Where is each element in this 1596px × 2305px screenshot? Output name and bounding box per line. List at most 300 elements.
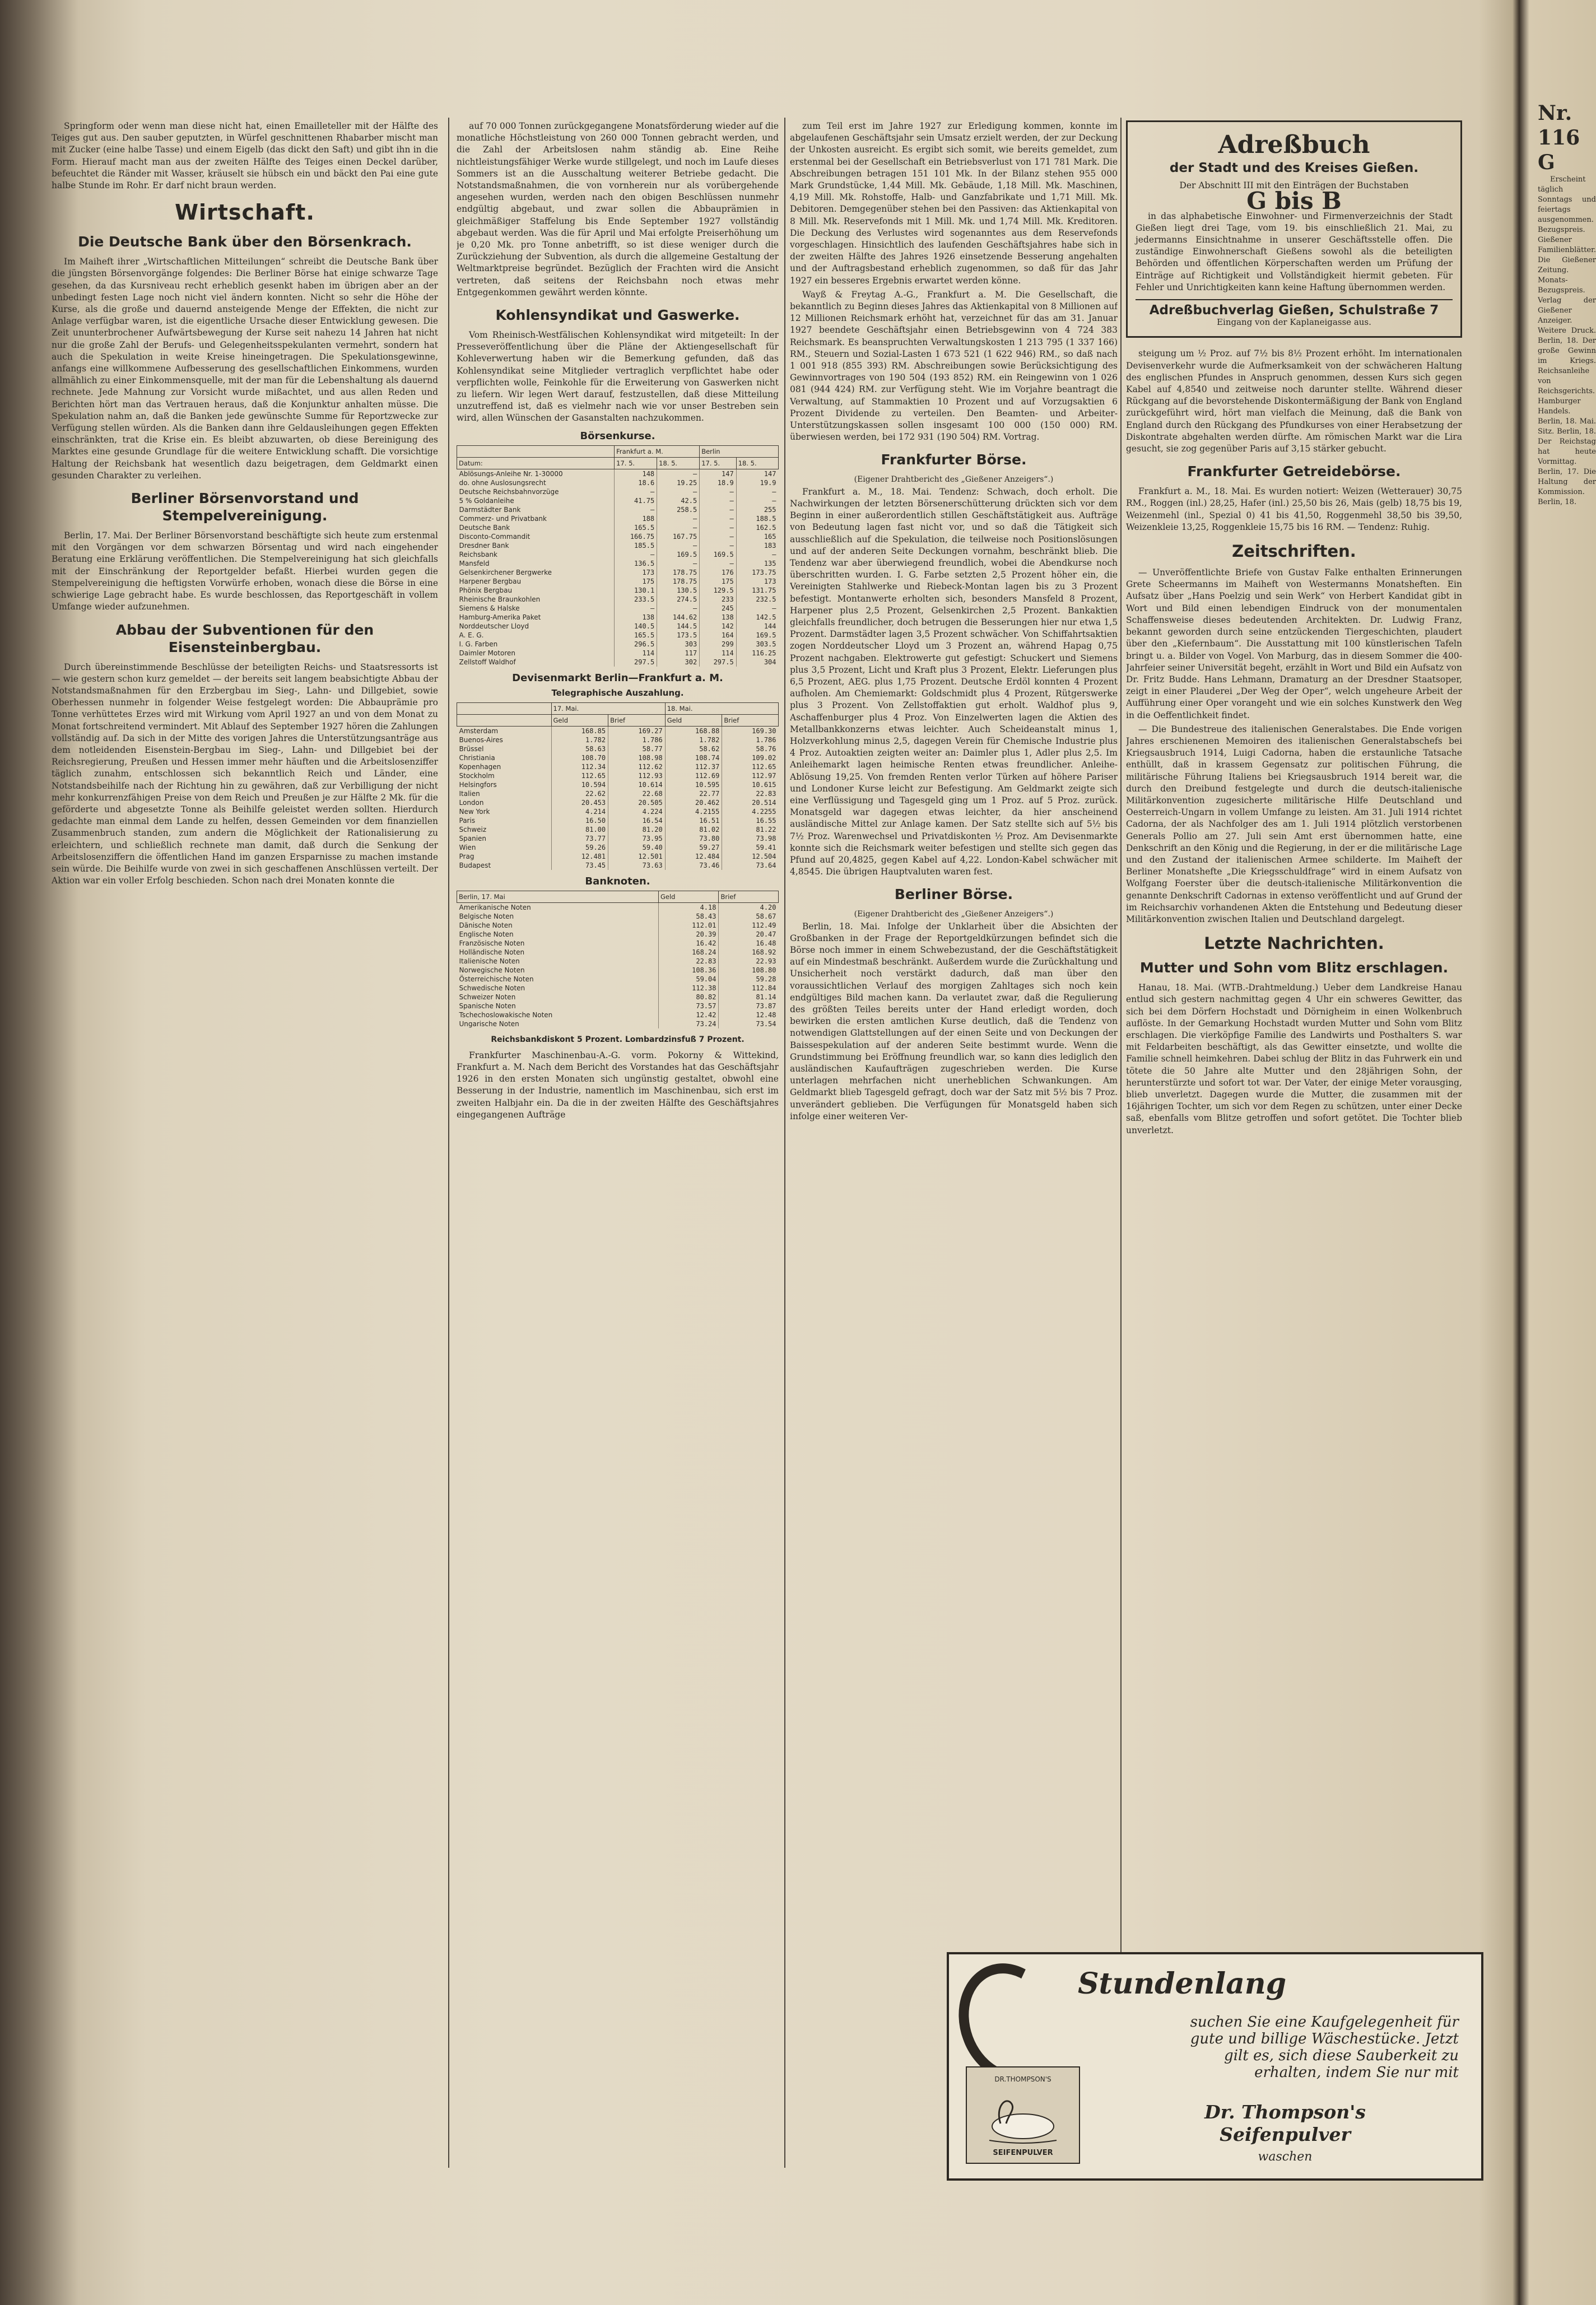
table-cell: 58.62: [665, 744, 722, 753]
table-cell: —: [700, 514, 737, 523]
table-cell: 73.98: [722, 834, 779, 843]
table-cell: 108.70: [551, 753, 608, 762]
table-cell: 1.782: [665, 735, 722, 744]
table-cell: 138: [700, 613, 737, 622]
article-title: Die Deutsche Bank über den Börsenkrach.: [78, 234, 412, 250]
table-cell: —: [657, 487, 700, 496]
table-cell: 168.24: [658, 948, 719, 957]
table-cell: 165.5: [615, 631, 657, 640]
table-cell: 81.14: [719, 993, 779, 1002]
table-cell: 178.75: [657, 568, 700, 577]
table-cell: A. E. G.: [459, 631, 484, 639]
table-row: [457, 939, 779, 948]
table-cell: —: [736, 487, 778, 496]
table-cell: 10.615: [722, 780, 779, 789]
table-cell: 5 % Goldanleihe: [459, 496, 514, 505]
table-cell: 112.01: [658, 921, 719, 930]
table-cell: —: [736, 496, 778, 505]
table-row: [457, 993, 779, 1002]
article-source: (Eigener Drahtbericht des „Gießener Anzeigers“.): [854, 475, 1054, 485]
table-cell: —: [657, 469, 700, 478]
table-cell: 80.82: [658, 993, 719, 1002]
table-cell: Helsingfors: [459, 781, 497, 789]
column-1: [52, 120, 438, 2165]
table-cell: 22.83: [722, 789, 779, 798]
table-cell: 58.43: [658, 912, 719, 921]
table-cell: Prag: [459, 853, 474, 861]
table-row: [457, 975, 779, 984]
table-cell: 59.28: [719, 975, 779, 984]
table-row: [457, 1002, 779, 1011]
table-cell: 112.37: [665, 762, 722, 771]
table-cell: 178.75: [657, 577, 700, 586]
table-cell: 20.514: [722, 798, 779, 807]
table-row: [457, 505, 779, 514]
table-cell: 165: [736, 532, 778, 541]
table-cell: 10.614: [608, 780, 666, 789]
table-row: [457, 478, 779, 487]
table-cell: 108.74: [665, 753, 722, 762]
table-cell: 114: [700, 649, 737, 658]
table-cell: —: [700, 505, 737, 514]
article-body: Vom Rheinisch-Westfälischen Kohlensyndikat wird mitgeteilt: In der Presseveröffentlichung über die Pläne der Aktiengesellschaft für Kohleverwertung haben wir die Bemerkung gefunden, daß das Kohlensyndikat seine Mitglieder vertraglich verpflichtet habe oder verpflichten wolle, Feinkohle für die Erweiterung von Gaswerken nicht zu liefern. Wir legen Wert darauf, festzustellen, daß diese Mitteilung unzutreffend ist, daß es vielmehr nach wie vor unser Bestreben sein wird, allen Wünschen der Gasanstalten nachzukommen.: [457, 330, 779, 423]
table-cell: 108.98: [608, 753, 666, 762]
table-cell: 12.504: [722, 852, 779, 861]
table-row: [457, 568, 779, 577]
table-cell: Englische Noten: [459, 930, 514, 939]
next-page-strip: [1538, 101, 1596, 2257]
table-cell: New York: [459, 808, 490, 816]
table-cell: 138: [615, 613, 657, 622]
soap-package-image: [966, 2066, 1080, 2164]
section-heading: Zeitschriften.: [1232, 542, 1356, 561]
table-cell: London: [459, 799, 484, 807]
address-book-ad: [1126, 120, 1462, 338]
table-row: [457, 604, 779, 613]
table-cell: 10.594: [551, 780, 608, 789]
table-row: [457, 735, 779, 744]
table-cell: 20.462: [665, 798, 722, 807]
article-fragment: Erscheint täglich Sonntags und feiertags ausgenommen. Bezugspreis. Gießener Familienblätter. Die Gießener Zeitung. Monats-Bezugspreis. Verlag der Gießener Anzeiger. Weitere Druck. Berlin, 18. Der große Gewinn im Kriegs. Reichsanleihe von Reichsgerichts. Hamburger Handels. Berlin, 18. Mai. Sitz. Berlin, 18. Der Reichstag hat heute Vormittag. Berlin, 17. Die Haltung der Kommission. Berlin, 18.: [1538, 175, 1596, 506]
table-row: [457, 753, 779, 762]
table-cell: 20.453: [551, 798, 608, 807]
table-cell: 20.505: [608, 798, 666, 807]
table-header-cell: Datum:: [457, 457, 615, 469]
table-cell: Ungarische Noten: [459, 1020, 519, 1028]
table-cell: 16.51: [665, 816, 722, 825]
table-cell: —: [700, 541, 737, 550]
table-cell: 16.50: [551, 816, 608, 825]
table-row: [457, 798, 779, 807]
table-cell: 142.5: [736, 613, 778, 622]
ad-subtitle: der Stadt und des Kreises Gießen.: [1169, 161, 1419, 175]
table-cell: 112.34: [551, 762, 608, 771]
forex-subtitle: Telegraphische Auszahlung.: [551, 688, 684, 699]
discount-rate-note: Reichsbankdiskont 5 Prozent. Lombardzinsfuß 7 Prozent.: [491, 1035, 745, 1045]
table-cell: 58.77: [608, 744, 666, 753]
table-cell: 112.49: [719, 921, 779, 930]
table-row: [457, 807, 779, 816]
table-cell: Schwedische Noten: [459, 984, 525, 993]
table-cell: 131.75: [736, 586, 778, 595]
table-cell: 4.2155: [665, 807, 722, 816]
table-cell: 73.63: [608, 861, 666, 870]
table-cell: Siemens & Halske: [459, 604, 520, 612]
article-body: Hanau, 18. Mai. (WTB.-Drahtmeldung.) Ueber dem Landkreise Hanau entlud sich gestern nachmittag gegen 4 Uhr ein schweres Gewitter, das sich bei dem Dörfern Hochstadt und Dörnigheim in einen Wolkenbruch auflöste. In der Gemarkung Hochstadt wurden Mutter und Sohn vom Blitz erschlagen. Die vierköpfige Familie des Landwirts und Posthalters S. war mit Feldarbeiten beschäftigt, als das Gewitter einsetzte, und wollte die Familie schnell heimkehren. Dabei schlug der Blitz in das Fuhrwerk ein und tötete die 50 Jahre alte Mutter und den 28jährigen Sohn, der herunterstürzte und sofort tot war. Der Vater, der einige Meter vorausging, blieb unverletzt. Dagegen wurde die Mutter, die zusammen mit der 16jährigen Tochter, um sich vor dem Regen zu schützen, unter einer Decke saß, ebenfalls vom Blitze getroffen und sofort getötet. Die Tochter blieb unverletzt.: [1126, 982, 1462, 1135]
table-header-cell: 18. 5.: [736, 457, 778, 469]
table-row: [457, 640, 779, 649]
table-cell: 81.20: [608, 825, 666, 834]
table-cell: 19.25: [657, 478, 700, 487]
table-cell: Dänische Noten: [459, 921, 513, 930]
table-row: [457, 622, 779, 631]
table-header-cell: Berlin, 17. Mai: [457, 891, 659, 903]
table-cell: 165.5: [615, 523, 657, 532]
table-cell: 188: [615, 514, 657, 523]
table-cell: I. G. Farben: [459, 640, 498, 648]
table-cell: —: [736, 604, 778, 613]
table-row: [457, 559, 779, 568]
article-body: — Die Bundestreue des italienischen Generalstabes. Die Ende vorigen Jahres erschienenen Memoiren des italienischen Generalstabschefs bei Kriegsausbruch 1914, Luigi Cadorna, haben die erstaunliche Tatsache enthüllt, daß in krassem Gegensatz zur politischen Führung, die militärische Führung Italiens bei Kriegsausbruch 1914 bereit war, die durch den Dreibund festgelegte und durch die deutsch-italienische Militärkonvention zugesicherte militärische Hilfe Deutschland und Oesterreich-Ungarn in vollem Umfange zu leisten. Am 31. Juli 1914 richtet Cadorna, der als Nachfolger des am 1. Juli 1914 plötzlich verstorbenen Generals Pollio am 27. Juli sein Amt erst übernommen hatte, eine Denkschrift an den König und die Regierung, in der er die militärische Lage und den Zustand der italienischen Armee schilderte. Im Maiheft der Berliner Monatshefte „Die Kriegsschuldfrage“ wird in einem Aufsatz von Wolfgang Foerster über die deutsch-italienische Militärkonvention die genannte Denkschrift Cadornas in extenso veröffentlicht und auf Grund der im Reichsarchiv vorhandenen Akten die Entstehung und Bedeutung dieser Militärkonvention zwischen Italien und Deutschland dargelegt.: [1126, 724, 1462, 924]
table-cell: Tschechoslowakische Noten: [459, 1011, 553, 1019]
section-heading: Letzte Nachrichten.: [1204, 934, 1384, 953]
ad-product: [1162, 2101, 1408, 2168]
table-cell: 162.5: [736, 523, 778, 532]
table-cell: 233.5: [615, 595, 657, 604]
table-cell: 81.02: [665, 825, 722, 834]
table-cell: 12.501: [608, 852, 666, 861]
table-row: [457, 966, 779, 975]
table-header-cell: Geld: [665, 715, 722, 727]
table-cell: 59.41: [722, 843, 779, 852]
table-cell: 302: [657, 658, 700, 667]
table-cell: 129.5: [700, 586, 737, 595]
table-cell: 255: [736, 505, 778, 514]
table-cell: 304: [736, 658, 778, 667]
article-title: Kohlensyndikat und Gaswerke.: [495, 307, 740, 324]
table-cell: do. ohne Auslosungsrecht: [459, 478, 546, 487]
table-row: [457, 834, 779, 843]
article-body: Wayß & Freytag A.-G., Frankfurt a. M. Die Gesellschaft, die bekanntlich zu Beginn dieses Jahres das Aktienkapital von 8 Millionen auf 12 Millionen Reichsmark erhöht hat, verzeichnet für das am 31. Januar 1927 beendete Geschäftsjahr einen Betriebsgewinn von 4 724 383 Reichsmark. Es beanspruchten Verwaltungskosten 1 213 795 (1 337 166) RM., Steuern und Sozial-Lasten 1 673 521 (1 622 946) RM., so daß nach 1 001 918 (855 393) RM. Abschreibungen sowie Berücksichtigung des Gewinnvortrages von 190 504 (193 852) RM. ein Reingewinn von 1 026 081 (944 424) RM. zur Verfügung steht. Wie im Vorjahre beantragt die Verwaltung, auf Stammaktien 10 Prozent und auf Vorzugsaktien 6 Prozent Dividende zu verteilen. Den Beamten- und Arbeiter-Unterstützungskassen sollen insgesamt 100 000 (150 000) RM. überwiesen werden, bei 172 931 (190 504) RM. Vortrag.: [790, 289, 1118, 443]
table-cell: 1.782: [551, 735, 608, 744]
table-cell: —: [700, 523, 737, 532]
article-title: Mutter und Sohn vom Blitz erschlagen.: [1139, 960, 1449, 976]
table-cell: 16.54: [608, 816, 666, 825]
table-cell: 176: [700, 568, 737, 577]
article-continuation: zum Teil erst im Jahre 1927 zur Erledigung kommen, konnte im abgelaufenen Geschäftsjahr sein Umsatz erzielt werden, der zur Deckung der Unkosten ausreicht. Es ergibt sich somit, wie bereits gemeldet, zum erstenmal bei der Gesellschaft ein Betriebsverlust von 171 781 Mark. Die Abschreibungen betragen 151 101 Mk. In der Bilanz stehen 955 000 Mark Grundstücke, 1,44 Mill. Mk. Gebäude, 1,18 Mill. Mk. Maschinen, 4,19 Mill. Mk. Rohstoffe, Halb- und Ganzfabrikate und 1,71 Mill. Mk. Debitoren. Demgegenüber stehen bei den Passiven: das Aktienkapital von 8 Mill. Mk. Reservefonds mit 1 Mill. Mk. und 1,74 Mill. Mk. Kreditoren. Die Deckung des Verlustes wird sogenanntes aus dem Reservefonds vorgeschlagen. Hinsichtlich des laufenden Geschäftsjahres habe sich in der zweiten Hälfte des Jahres 1926 einsetzende Besserung angehalten und der Auftragsbestand erheblich zugenommen, so daß für das Jahr 1927 ein besseres Ergebnis erwartet werden könne.: [790, 121, 1118, 286]
table-row: [457, 541, 779, 550]
table-cell: —: [657, 604, 700, 613]
stock-table: [457, 445, 779, 667]
table-cell: Deutsche Reichsbahnvorzüge: [459, 487, 559, 496]
table-cell: 59.04: [658, 975, 719, 984]
table-cell: 114: [615, 649, 657, 658]
table-cell: 18.9: [700, 478, 737, 487]
table-row: [457, 930, 779, 939]
table-cell: 183: [736, 541, 778, 550]
table-cell: 112.84: [719, 984, 779, 993]
table-row: [457, 762, 779, 771]
table-row: [457, 843, 779, 852]
table-cell: Christiania: [459, 754, 495, 762]
table-header-cell: [457, 703, 552, 715]
table-cell: Norddeutscher Lloyd: [459, 622, 529, 630]
table-cell: Kopenhagen: [459, 763, 501, 771]
table-cell: 73.80: [665, 834, 722, 843]
table-cell: 173: [615, 568, 657, 577]
article-title: Berliner Börse.: [894, 886, 1013, 903]
table-cell: 297.5: [700, 658, 737, 667]
table-header-cell: Brief: [719, 891, 779, 903]
table-cell: 73.57: [658, 1002, 719, 1011]
table-header-cell: Berlin: [700, 445, 779, 457]
table-cell: Französische Noten: [459, 939, 525, 948]
table-cell: 81.00: [551, 825, 608, 834]
table-cell: 130.1: [615, 586, 657, 595]
table-cell: 136.5: [615, 559, 657, 568]
table-cell: 4.18: [658, 903, 719, 912]
table-header-cell: Brief: [722, 715, 779, 727]
table-cell: Schweiz: [459, 826, 487, 834]
table-cell: —: [657, 514, 700, 523]
table-cell: Paris: [459, 817, 476, 825]
table-cell: —: [700, 559, 737, 568]
table-cell: Gelsenkirchener Bergwerke: [459, 568, 552, 576]
table-cell: 1.786: [608, 735, 666, 744]
ad-publisher: Adreßbuchverlag Gießen, Schulstraße 7: [1136, 299, 1453, 316]
table-header-cell: Frankfurt a. M.: [615, 445, 700, 457]
table-cell: —: [736, 550, 778, 559]
section-heading: Wirtschaft.: [175, 200, 315, 225]
table-cell: 108.80: [719, 966, 779, 975]
table-row: [457, 631, 779, 640]
table-cell: 173: [736, 577, 778, 586]
table-row: [457, 586, 779, 595]
article-body: Frankfurt a. M., 18. Mai. Es wurden notiert: Weizen (Wetterauer) 30,75 RM., Roggen (inl.) 28,25, Hafer (inl.) 25,50 bis 26, Mais (gelb) 18,75 bis 19, Weizenmehl (inl., Spezial 0) 41 bis 41,50, Roggenmehl 38,50 bis 39,50, Weizenkleie 13,25, Roggenkleie 15,75 bis 16 RM. — Tendenz: Ruhig.: [1126, 486, 1462, 532]
article-continuation: steigung um ½ Proz. auf 7½ bis 8½ Prozent erhöht. Im internationalen Devisenverkehr wurde die Aufmerksamkeit von der schwächeren Haltung des englischen Pfundes in Anspruch genommen, dessen Kurs sich gegen Kabel auf 4,8540 und zeitweise noch darunter stellte. Während dieser Rückgang auf die bevorstehende Diskontermäßigung der Bank von England zurückgeführt wird, hört man vielfach die Meinung, daß die Bank von England durch den Rückgang des Pfundkurses von einer Herabsetzung der Diskontrate abgehalten werden dürfte. Am römischen Markt war die Lira gesucht, sie zog gegenüber Paris auf 3,15 stärker gebucht.: [1126, 348, 1462, 454]
table-row: [457, 469, 779, 478]
table-cell: —: [700, 487, 737, 496]
table-cell: —: [700, 532, 737, 541]
table-cell: 148: [615, 469, 657, 478]
article-body: Berlin, 17. Mai. Der Berliner Börsenvorstand beschäftigte sich heute zum erstenmal mit den Vorgängen vor dem schwarzen Börsentag und wird nach eingehender Beratung eine Erklärung veröffentlichen. Die Stempelvereinigung hat sich gleichfalls mit der Einschränkung der Reportgelder befaßt. Hierbei wurden gegen die Stempelvereinigung die heftigsten Vorwürfe erhoben, wonach diese die Börse in eine schwierige Lage gebracht habe. Es wurde beschlossen, das Reportgeschäft in vollem Umfange wieder aufzunehmen.: [52, 530, 438, 612]
table-row: [457, 825, 779, 834]
table-header-cell: 18. 5.: [657, 457, 700, 469]
table-cell: —: [615, 550, 657, 559]
table-cell: Darmstädter Bank: [459, 505, 521, 514]
column-rule: [448, 118, 449, 2168]
table-cell: Spanien: [459, 835, 487, 843]
table-cell: Mansfeld: [459, 559, 490, 567]
table-cell: 112.69: [665, 771, 722, 780]
table-cell: 16.55: [722, 816, 779, 825]
article-title: Frankfurter Getreidebörse.: [1187, 463, 1401, 480]
table-cell: 303.5: [736, 640, 778, 649]
article-title: Abbau der Subventionen für den Eisensteinbergbau.: [115, 621, 374, 655]
table-row: [457, 496, 779, 505]
column-3: [790, 120, 1118, 1935]
table-cell: 117: [657, 649, 700, 658]
table-row: [457, 789, 779, 798]
table-row: [457, 1011, 779, 1019]
article-body: Frankfurt a. M., 18. Mai. Tendenz: Schwach, doch erholt. Die Nachwirkungen der letzten Börsenerschütterung drückten sich vor dem Beginn in einer außerordentlich stillen Geschäftstätigkeit aus. Aufträge von Bedeutung lagen fast nicht vor, und so daß die Tätigkeit sich ausschließlich auf die Spekulation, die teilweise noch Positionslösungen und auf der anderen Seite Deckungen vornahm, beschränkt blieb. Die Tendenz war aber überwiegend freundlich, wobei die Abendkurse noch überschritten wurden. I. G. Farbe setzten 2,5 Prozent höher ein, die Vereinigten Stahlwerke und Riebeck-Montan lagen bis zu 3 Prozent befestigt. Montanwerte erholten sich, besonders Mansfeld 8 Prozent, Harpener plus 2,5 Prozent, Gelsenkirchen 2,5 Prozent. Bankaktien gleichfalls freundlicher, doch betrugen die Besserungen hier nur etwa 1,5 Prozent. Darmstädter lagen 3,5 Prozent schwächer. Von Schiffahrtsaktien zogen Norddeutscher Lloyd um 3 Prozent an, während Hapag 0,75 Prozent nachgaben. Elektrowerte gut gefestigt: Schuckert und Siemens plus 3,5 Prozent, Licht und Kraft plus 3 Prozent, Elektr. Lieferungen plus 6,5 Prozent, AEG. plus 1,75 Prozent. Deutsche Erdöl konnten 4 Prozent aufholen. Am Chemiemarkt: Goldschmidt plus 4 Prozent, Rütgerswerke plus 3 Prozent. Von Zellstoffaktien gut erholt. Waldhof plus 9, Aschaffenburger plus 4 Proz. Von Einzelwerten lagen die Aktien des Metallbankkonzerns etwas leichter. Auch Scheideanstalt minus 1, Holzverkohlung minus 2,5, dagegen Verein für Chemische Industrie plus 4 Proz. Autoaktien zeigten weiter an: Daimler plus 1, Adler plus 2,5. Im Anleihemarkt lagen heimische Renten etwas freundlicher. Anleihe-Ablösung 19,25. Von fremden Renten verlor Türken auf höhere Pariser und Londoner Kurse leicht zur Befestigung. Am Geldmarkt zeigte sich eine Verflüssigung und Tagesgeld ging um 1 Proz. auf 5 Proz. zurück. Monatsgeld war dagegen etwas leichter, da hier anscheinend ausländische Mittel zur Anlage kamen. Der Satz stellte sich auf 5½ bis 7½ Proz. Warenwechsel und Privatdiskonten ½ Proz. Am Devisenmarkte konnte sich die Reichsmark weiter befestigen und stellte sich gegen das Pfund auf 20,4825, gegen Kabel auf 4,22. London-Kabel schwächer mit 4,8545. Die übrigen Hauptvaluten waren fest.: [790, 486, 1118, 877]
table-row: [457, 1019, 779, 1028]
table-cell: Harpener Bergbau: [459, 577, 522, 585]
table-row: [457, 532, 779, 541]
table-cell: 20.47: [719, 930, 779, 939]
table-cell: 299: [700, 640, 737, 649]
table-cell: Spanische Noten: [459, 1002, 516, 1011]
table-cell: 58.63: [551, 744, 608, 753]
table-cell: 112.65: [551, 771, 608, 780]
table-cell: 22.62: [551, 789, 608, 798]
table-cell: 4.20: [719, 903, 779, 912]
table-cell: —: [615, 604, 657, 613]
table-cell: 112.62: [608, 762, 666, 771]
table-cell: —: [657, 523, 700, 532]
table-cell: 169.27: [608, 727, 666, 736]
table-cell: Italienische Noten: [459, 957, 520, 966]
table-cell: Wien: [459, 844, 476, 852]
table-row: [457, 658, 779, 667]
table-cell: 147: [700, 469, 737, 478]
table-row: [457, 903, 779, 912]
table-cell: Amerikanische Noten: [459, 904, 531, 912]
table-header-cell: 18. Mai.: [665, 703, 778, 715]
table-cell: 12.481: [551, 852, 608, 861]
table-cell: 12.42: [658, 1011, 719, 1019]
table-header-cell: Brief: [608, 715, 666, 727]
table-cell: 4.2255: [722, 807, 779, 816]
table-cell: 233: [700, 595, 737, 604]
table-cell: 18.6: [615, 478, 657, 487]
table-cell: Amsterdam: [459, 727, 499, 735]
ad-copy: suchen Sie eine Kaufgelegenheit für gute und billige Wäschestücke. Jetzt gilt es, sich diese Sauberkeit zu erhalten, indem Sie nur mit: [1190, 2014, 1459, 2081]
table-cell: —: [700, 496, 737, 505]
swan-icon: [967, 2084, 1079, 2152]
table-cell: —: [615, 487, 657, 496]
article-title: Frankfurter Börse.: [881, 451, 1027, 468]
table-header-cell: [457, 715, 552, 727]
table-row: [457, 771, 779, 780]
table-cell: 303: [657, 640, 700, 649]
table-header-cell: 17. 5.: [615, 457, 657, 469]
table-cell: 140.5: [615, 622, 657, 631]
column-rule: [784, 118, 785, 2168]
table-cell: 168.88: [665, 727, 722, 736]
table-cell: 22.93: [719, 957, 779, 966]
table-cell: 73.95: [608, 834, 666, 843]
table-cell: Zellstoff Waldhof: [459, 658, 516, 666]
table-cell: 169.5: [657, 550, 700, 559]
table-cell: 12.484: [665, 852, 722, 861]
table-cell: 58.76: [722, 744, 779, 753]
table-cell: 188.5: [736, 514, 778, 523]
ad-brand: Stundenlang: [1078, 1967, 1287, 2001]
table-cell: 19.9: [736, 478, 778, 487]
table-cell: 73.46: [665, 861, 722, 870]
table-cell: 258.5: [657, 505, 700, 514]
table-cell: 144: [736, 622, 778, 631]
table-cell: Schweizer Noten: [459, 993, 516, 1002]
table-cell: 185.5: [615, 541, 657, 550]
table-row: [457, 948, 779, 957]
table-cell: Phönix Bergbau: [459, 586, 513, 594]
table-cell: 73.64: [722, 861, 779, 870]
ad-entrance-note: Eingang von der Kaplaneigasse aus.: [1217, 317, 1371, 328]
column-rule: [1120, 118, 1122, 2168]
table-row: [457, 984, 779, 993]
table-cell: Commerz- und Privatbank: [459, 514, 547, 523]
table-cell: 4.224: [608, 807, 666, 816]
table-cell: 168.85: [551, 727, 608, 736]
table-cell: 112.65: [722, 762, 779, 771]
table-cell: 166.75: [615, 532, 657, 541]
table-cell: Deutsche Bank: [459, 523, 510, 532]
table-cell: 169.5: [700, 550, 737, 559]
table-cell: 16.48: [719, 939, 779, 948]
table-header-cell: 17. 5.: [700, 457, 737, 469]
table-cell: Disconto-Commandit: [459, 532, 531, 541]
article-body: Durch übereinstimmende Beschlüsse der beteiligten Reichs- und Staatsressorts ist — wie gestern schon kurz gemeldet — der bereits seit langem beabsichtigte Abbau der Notstandsmaßnahmen für den Erzbergbau im Sieg-, Lahn- und Dillgebiet, sowie Oberhessen nunmehr in folgender Weise festgelegt worden: Die Abbauprämie pro Tonne verhüttetes Erzes wird mit Wirkung vom April 1927 an und von dem Monat zu Monat fortschreitend vermindert. Mit Ablauf des September 1927 hören die Zahlungen vollständig auf. Da sich in der Mitte des vorigen Jahres die Unterstützungsanträge aus dem notleidenden Eisenstein-Bergbau im Sieg-, Lahn- und Dillgebiet bei der Reichsregierung, Preußen und Hessen immer mehr häuften und die Arbeitslosenziffer täglich zunahm, entschlossen sich bekanntlich Reich und Länder, eine Notstandsbeihilfe nach der Richtung hin zu gewähren, daß zur Verbilligung der nicht mehr konkurrenzfähigen Preise von dem Reich und Preußen je zur Hälfte 2 Mk. für die geförderte und abgesetzte Tonne als Beihilfe geleistet werden sollten. Hierdurch gedachte man einmal dem Lande zu helfen, dessen Gemeinden vor dem finanziellen Zusammenbruch standen, zum andern die Möglichkeit der Rationalisierung zu erleichtern, und schließlich rechnete man damit, daß durch die Senkung der Arbeitslosenziffern die öffentlichen Hand im ganzen Ersparnisse zu machen imstande sein würde. Die Beihilfe wurde von zwei in sich geschaffenen Anschlüssen verteilt. Der Aktion war ein voller Erfolg beschieden. Schon nach drei Monaten konnte die: [52, 662, 438, 886]
table-cell: —: [657, 541, 700, 550]
recipe-text: Springform oder wenn man diese nicht hat, einen Emailleteller mit der Hälfte des Teiges gut aus. Den sauber geputzten, in Würfel geschnittenen Rhabarber mischt man mit Zucker (eine halbe Tasse) und einem Eigelb (das dickt den Saft) und gibt ihn in die Form. Hierauf macht man aus der zweiten Hälfte des Teiges einen Deckel darüber, befeuchtet die Ränder mit Wasser, kräuselt sie hübsch ein und bäckt den Pai eine gute halbe Stunde im Rohr. Er darf nicht braun werden.: [52, 121, 438, 191]
table-cell: Norwegische Noten: [459, 966, 525, 975]
table-cell: 73.24: [658, 1019, 719, 1028]
table-cell: Italien: [459, 790, 480, 798]
table-cell: 116.25: [736, 649, 778, 658]
column-2: [457, 120, 779, 2165]
table-cell: 109.02: [722, 753, 779, 762]
table-cell: 59.26: [551, 843, 608, 852]
table-cell: Budapest: [459, 862, 491, 870]
table-cell: Holländische Noten: [459, 948, 525, 957]
stock-table-title: Börsenkurse.: [580, 430, 655, 442]
table-header-cell: Geld: [658, 891, 719, 903]
table-cell: 16.42: [658, 939, 719, 948]
banknotes-title: Banknoten.: [585, 876, 650, 888]
table-cell: 232.5: [736, 595, 778, 604]
table-cell: 81.22: [722, 825, 779, 834]
table-cell: 73.77: [551, 834, 608, 843]
table-cell: 169.5: [736, 631, 778, 640]
table-cell: 144.62: [657, 613, 700, 622]
table-cell: —: [657, 559, 700, 568]
table-row: [457, 649, 779, 658]
article-title: Berliner Börsenvorstand und Stempelvereinigung.: [131, 490, 359, 524]
package-label-2: SEIFENPULVER: [993, 2149, 1053, 2157]
article-body: Berlin, 18. Mai. Infolge der Unklarheit über die Absichten der Großbanken in der Frage der Reportgeldkürzungen befindet sich die Börse noch immer in einem Schwebezustand, der die Geschäftstätigkeit auf ein Mindestmaß beschränkt. Außerdem wurde die Zurückhaltung und Unsicherheit noch verstärkt dadurch, daß man über den voraussichtlichen Verlauf des morgigen Zahltages sich noch kein endgültiges Bild machen kann. Da verlautet zwar, daß die Regulierung des größten Teiles bereits unter der Hand erledigt worden, doch bewirken die ersten amtlichen Kurse deutlich, daß die Tendenz von notwendigen Glattstellungen auf der einen Seite und von Deckungen der Baissespekulation auf der anderen Seite bestimmt wurde. Wenn die Grundstimmung bei Eröffnung freundlich war, so kann dies lediglich den ausländischen Kaufaufträgen zugeschrieben werden. Die Kurse unterlagen mehrfachen nicht unerheblichen Schwankungen. Am Geldmarkt blieb Tagesgeld gefragt, doch war der Satz mit 5½ bis 7 Proz. unverändert geblieben. Die Verfügungen für Monatsgeld haben sich infolge einer weiteren Ver-: [790, 921, 1118, 1121]
table-cell: 59.27: [665, 843, 722, 852]
article-body: — Unveröffentlichte Briefe von Gustav Falke enthalten Erinnerungen Grete Scheermanns im Maiheft von Westermanns Monatsheften. Ein Aufsatz über „Hans Poelzig und sein Werk“ von Herbert Kandidat gibt in Wort und Bild einen lebendigen Eindruck von der monumentalen Schaffensweise dieses bedeutenden Architekten. Dr. Ludwig Franz, bekannt geworden durch seine entzückenden Tiergeschichten, plaudert über den „Kiefernbaum“. Die Ausstattung mit 100 künstlerischen Tafeln bringt u. a. Bilder von Vogel. Von Marburg, das in diesem Sommer die 400-Jahrfeier seiner Universität begeht, erzählt in Wort und Bild ein Aufsatz von Dr. Fritz Budde. Hans Lehmann, Dramaturg an der Dresdner Staatsoper, zeigt in einer Plauderei „Der Weg der Oper“, welch ungeheure Arbeit der Aufführung einer Oper vorangeht und wie ein solches Kunstwerk den Weg in die Oeffentlichkeit findet.: [1126, 567, 1462, 720]
table-row: [457, 780, 779, 789]
banknotes-table: [457, 891, 779, 1028]
table-cell: 108.36: [658, 966, 719, 975]
table-row: [457, 861, 779, 870]
table-row: [457, 816, 779, 825]
ad-letters: G bis B: [1246, 187, 1342, 215]
table-cell: Ablösungs-Anleihe Nr. 1-30000: [459, 469, 563, 478]
table-cell: Österreichische Noten: [459, 975, 534, 984]
table-header-cell: Geld: [551, 715, 608, 727]
table-cell: 245: [700, 604, 737, 613]
ad-product-name: Dr. Thompson's Seifenpulver: [1204, 2101, 1366, 2145]
article-source: (Eigener Drahtbericht des „Gießener Anzeigers“.): [854, 910, 1054, 919]
table-header-cell: [457, 445, 615, 457]
table-row: [457, 744, 779, 753]
masthead-fragment: Nr. 116 G: [1538, 101, 1580, 174]
forex-table: [457, 702, 779, 870]
